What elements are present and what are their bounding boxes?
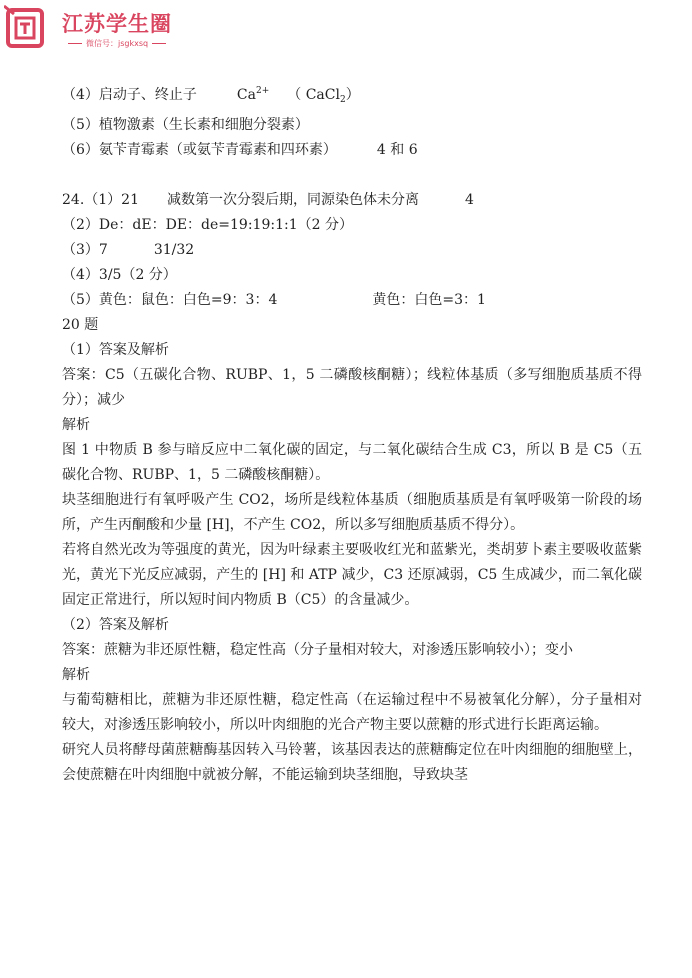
q24-line-3 (62, 238, 642, 263)
text-segment: 24.（1）21 (62, 192, 139, 208)
text-segment: （5）黄色：鼠色：白色=9：3：4 (62, 292, 278, 308)
q20-heading: 20 题 (62, 317, 99, 333)
section-2-analysis-p1: 与葡萄糖相比，蔗糖为非还原性糖，稳定性高（在运输过程中不易被氧化分解），分子量相对较大，对渗透压影响较小，所以叶肉细胞的光合产物主要以蔗糖的形式进行长距离运输。 (62, 692, 642, 733)
text-segment: 31/32 (153, 242, 195, 258)
brand-subtitle: 微信号：jsgkxsq (64, 38, 170, 49)
text-segment: （4）启动子、终止子 (62, 87, 197, 103)
answer-line-5: （5）植物激素（生长素和细胞分裂素） (62, 117, 309, 133)
formula-superscript: 2+ (255, 86, 270, 96)
section-1-answer: 答案：C5（五碳化合物、RUBP、1，5 二磷酸核酮糖）；线粒体基质（多写细胞质基质不得分）；减少 (62, 367, 642, 408)
text-segment: （3）7 (62, 242, 108, 258)
text-segment: 4 (465, 192, 474, 208)
section-2-analysis-p2: 研究人员将酵母菌蔗糖酶基因转入马铃薯，该基因表达的蔗糖酶定位在叶肉细胞的细胞壁上，会使蔗糖在叶肉细胞中就被分解，不能运输到块茎细胞，导致块茎 (62, 742, 642, 783)
formula-cacl: CaCl (305, 87, 340, 103)
section-1-heading: （1）答案及解析 (62, 342, 169, 358)
section-2-analysis-label: 解析 (62, 667, 90, 683)
answer-line-6 (62, 138, 642, 163)
text-segment: （6）氨苄青霉素（或氨苄青霉素和四环素） (62, 142, 337, 158)
text-segment: （ (287, 87, 302, 103)
text-segment: 减数第一次分裂后期，同源染色体未分离 (167, 192, 419, 208)
formula-ca: Ca (236, 87, 256, 103)
text-segment: 4 和 6 (376, 142, 418, 158)
q24-line-1 (62, 188, 642, 213)
text-segment: 黄色：白色=3：1 (372, 292, 486, 308)
section-1-analysis-label: 解析 (62, 417, 90, 433)
section-1-analysis-p2: 块茎细胞进行有氧呼吸产生 CO2，场所是线粒体基质（细胞质基质是有氧呼吸第一阶段的场所，产生丙酮酸和少量 [H]，不产生 CO2，所以多写细胞质基质不得分）。 (62, 492, 642, 533)
section-1-analysis-p3: 若将自然光改为等强度的黄光，因为叶绿素主要吸收红光和蓝紫光，类胡萝卜素主要吸收蓝紫光，黄光下光反应减弱，产生的 [H] 和 ATP 减少，C3 还原减弱，C5 生成减少，而二氧化碳固定正常进行，所以短时间内物质 B（C5）的含量减少。 (62, 542, 642, 608)
q24-line-4: （4）3/5（2 分） (62, 267, 177, 283)
brand-title: 江苏学生圈 (62, 12, 172, 36)
formula-subscript: 2 (339, 95, 346, 105)
answer-line-4 (62, 79, 642, 113)
brand-logo-icon (4, 4, 48, 52)
text-segment: ） (345, 87, 360, 103)
q24-line-2: （2）De：dE：DE：de=19:19:1:1（2 分） (62, 217, 353, 233)
section-1-analysis-p1: 图 1 中物质 B 参与暗反应中二氧化碳的固定，与二氧化碳结合生成 C3，所以 B 是 C5（五碳化合物、RUBP、1，5 二磷酸核酮糖）。 (62, 442, 642, 483)
answer-document (62, 79, 642, 788)
brand-logo (4, 4, 194, 56)
q24-line-5 (62, 288, 642, 313)
section-2-answer: 答案：蔗糖为非还原性糖，稳定性高（分子量相对较大，对渗透压影响较小）；变小 (62, 642, 573, 658)
section-2-heading: （2）答案及解析 (62, 617, 169, 633)
